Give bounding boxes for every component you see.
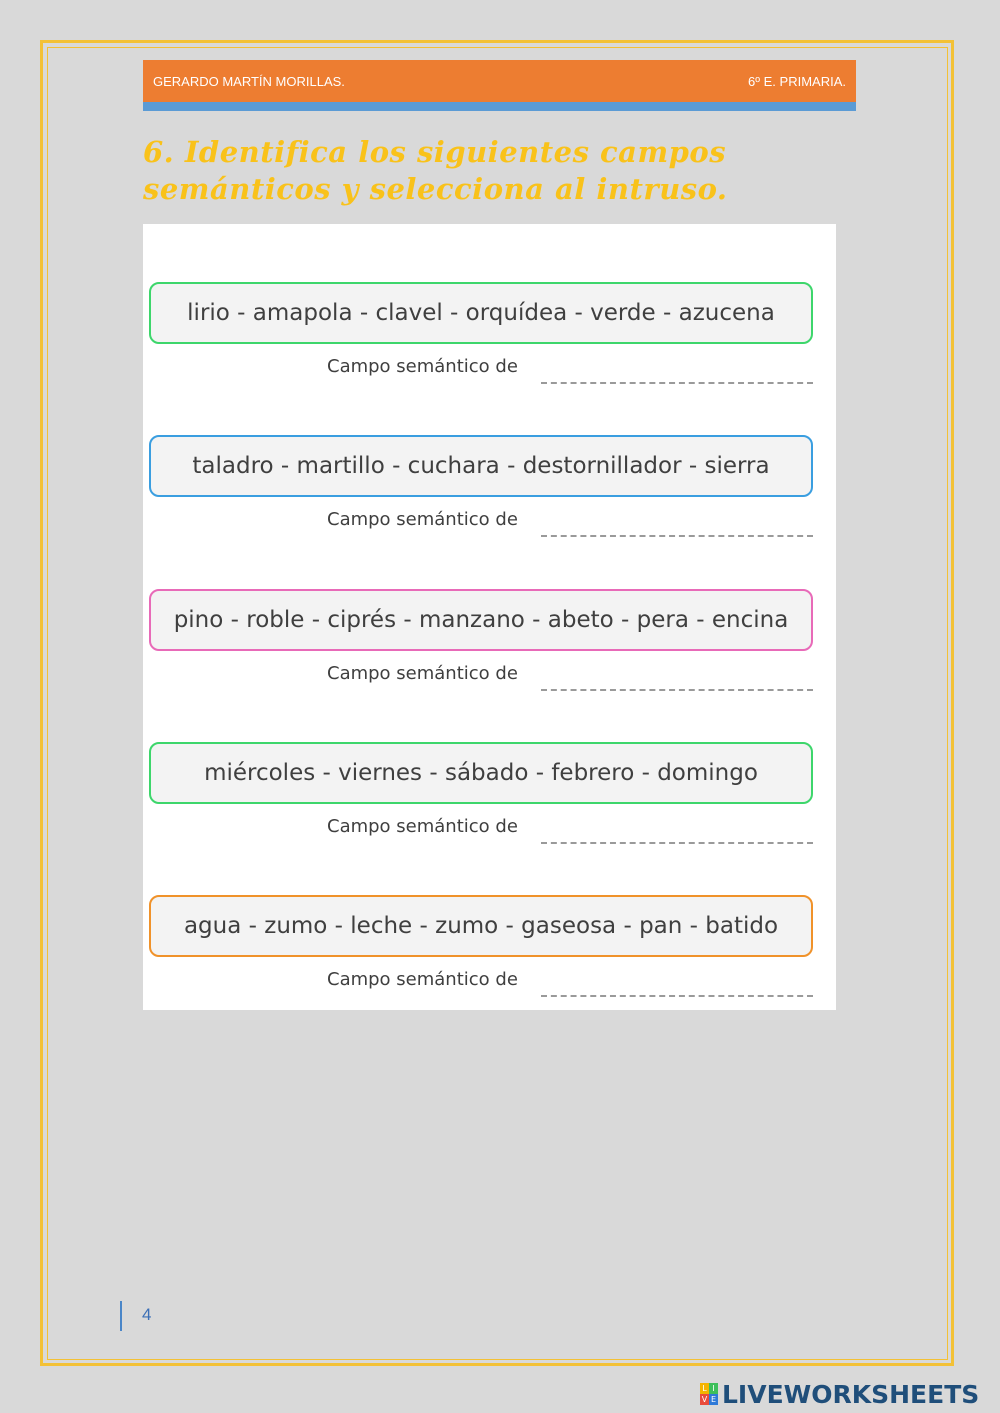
logo-letter: L	[700, 1383, 709, 1394]
exercise-item-3	[149, 589, 815, 691]
answer-label: Campo semántico de	[327, 816, 518, 837]
exercise-item-2	[149, 435, 815, 537]
answer-row	[149, 957, 815, 997]
liveworksheets-logo-icon	[700, 1383, 718, 1405]
answer-input-line[interactable]	[541, 842, 813, 844]
page-header	[143, 60, 856, 102]
header-grade: 6º E. PRIMARIA.	[748, 73, 846, 89]
word-list-box[interactable]: agua - zumo - leche - zumo - gaseosa - pan - batido	[149, 895, 813, 957]
title-line-1: 6. Identifica los siguientes campos	[143, 135, 727, 169]
exercise-title	[143, 134, 843, 208]
logo-letter: E	[710, 1395, 717, 1404]
answer-label: Campo semántico de	[327, 509, 518, 530]
logo-letter: I	[709, 1383, 718, 1394]
exercise-card	[143, 224, 836, 1010]
liveworksheets-brand[interactable]	[700, 1378, 979, 1410]
answer-input-line[interactable]	[541, 995, 813, 997]
header-underline	[143, 102, 856, 111]
title-line-2: semánticos y selecciona al intruso.	[143, 172, 728, 206]
answer-label: Campo semántico de	[327, 663, 518, 684]
answer-label: Campo semántico de	[327, 969, 518, 990]
liveworksheets-wordmark: LIVEWORKSHEETS	[722, 1379, 980, 1409]
exercise-item-5	[149, 895, 815, 997]
word-list-box[interactable]: lirio - amapola - clavel - orquídea - verde - azucena	[149, 282, 813, 344]
logo-letter: V	[701, 1395, 708, 1404]
answer-row	[149, 651, 815, 691]
word-list-box[interactable]: pino - roble - ciprés - manzano - abeto - pera - encina	[149, 589, 813, 651]
exercise-item-1	[149, 282, 815, 384]
exercise-item-4	[149, 742, 815, 844]
answer-input-line[interactable]	[541, 535, 813, 537]
page-number-divider	[120, 1301, 122, 1331]
answer-row	[149, 344, 815, 384]
page-number: 4	[142, 1305, 152, 1324]
answer-input-line[interactable]	[541, 689, 813, 691]
answer-row	[149, 497, 815, 537]
word-list-box[interactable]: miércoles - viernes - sábado - febrero - domingo	[149, 742, 813, 804]
answer-input-line[interactable]	[541, 382, 813, 384]
answer-label: Campo semántico de	[327, 356, 518, 377]
header-author: GERARDO MARTÍN MORILLAS.	[153, 73, 345, 89]
word-list-box[interactable]: taladro - martillo - cuchara - destornillador - sierra	[149, 435, 813, 497]
answer-row	[149, 804, 815, 844]
